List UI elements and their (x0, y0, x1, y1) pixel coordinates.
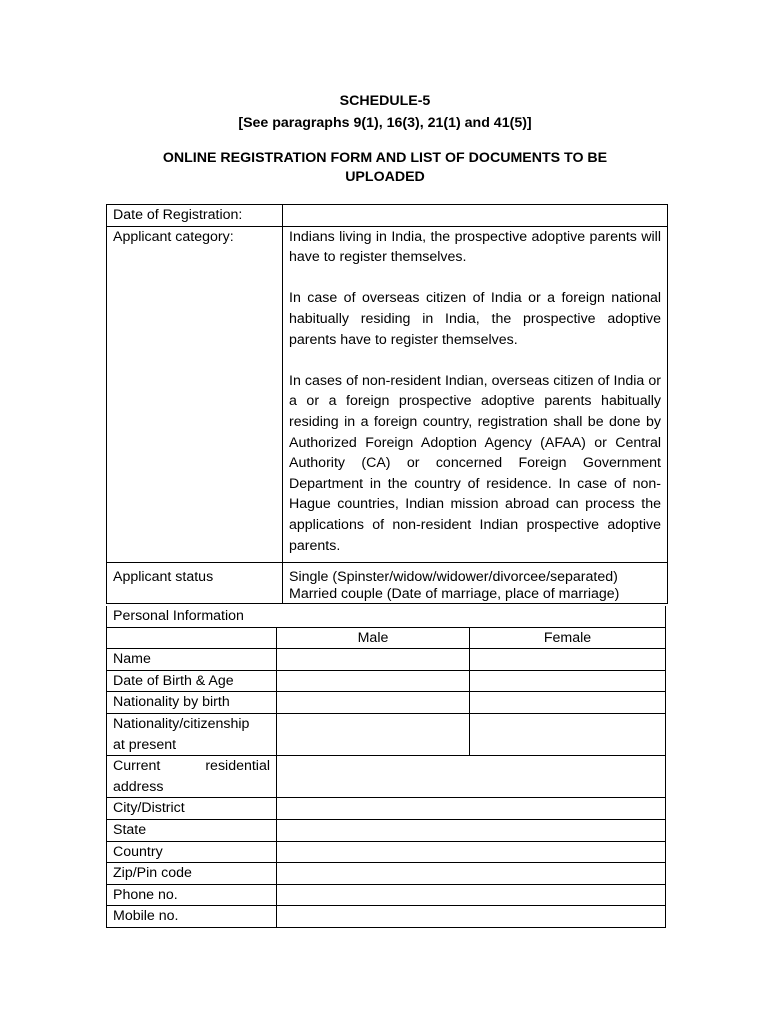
female-nationality-birth-field[interactable] (470, 692, 666, 714)
section-title-row (107, 606, 666, 627)
column-header-row (107, 627, 666, 649)
name-row (107, 649, 666, 671)
address-label-line2: address (113, 778, 164, 795)
address-field[interactable] (277, 756, 666, 798)
date-of-registration-row (107, 205, 668, 227)
applicant-category-row (107, 226, 668, 563)
dob-age-label: Date of Birth & Age (107, 670, 277, 692)
zip-pin-field[interactable] (277, 863, 666, 885)
category-para-oci-foreign: In case of overseas citizen of India or a foreign national habitually residing in India, the prospective adoptive parents have to register themselves. (289, 290, 661, 348)
blank-header-cell (107, 627, 277, 649)
address-label-word2: residential (205, 758, 270, 775)
applicant-category-label: Applicant category: (107, 226, 283, 563)
applicant-status-row (107, 563, 668, 604)
dob-age-row (107, 670, 666, 692)
nationality-present-line1: Nationality/citizenship (113, 715, 250, 732)
mobile-field[interactable] (277, 906, 666, 928)
date-of-registration-label: Date of Registration: (107, 205, 283, 227)
applicant-category-cell (283, 226, 668, 563)
phone-row (107, 884, 666, 906)
nationality-birth-label: Nationality by birth (107, 692, 277, 714)
mobile-row (107, 906, 666, 928)
city-district-field[interactable] (277, 798, 666, 820)
female-dob-age-field[interactable] (470, 670, 666, 692)
male-nationality-birth-field[interactable] (277, 692, 470, 714)
nationality-present-line2: at present (113, 736, 177, 753)
personal-information-table (106, 606, 666, 928)
male-nationality-present-field[interactable] (277, 713, 470, 755)
male-dob-age-field[interactable] (277, 670, 470, 692)
zip-pin-row (107, 863, 666, 885)
status-option-married: Married couple (Date of marriage, place of marriage) (289, 586, 620, 603)
category-para-nri: In cases of non-resident Indian, overseas citizen of India or a or a foreign prospective adoptive parents habitually residing in a foreign country, registration shall be done by Authorized Foreign Adoption Agency (AFAA) or Central Authority (CA) or concerned Foreign Government Department in the country of residence. In case of non-Hague countries, Indian mission abroad can process the applications of non-resident Indian prospective adoptive parents. (289, 372, 661, 554)
female-name-field[interactable] (470, 649, 666, 671)
female-nationality-present-field[interactable] (470, 713, 666, 755)
male-name-field[interactable] (277, 649, 470, 671)
male-column-header: Male (277, 627, 470, 649)
city-district-label: City/District (107, 798, 277, 820)
status-option-single: Single (Spinster/widow/widower/divorcee/separated) (289, 569, 618, 586)
state-row (107, 819, 666, 841)
form-title-line1: ONLINE REGISTRATION FORM AND LIST OF DOCUMENTS TO BE (162, 150, 608, 166)
address-row (107, 756, 666, 798)
country-field[interactable] (277, 841, 666, 863)
paragraph-reference: [See paragraphs 9(1), 16(3), 21(1) and 41(5)] (238, 115, 532, 131)
state-label: State (107, 819, 277, 841)
female-column-header: Female (470, 627, 666, 649)
applicant-status-label: Applicant status (107, 563, 283, 604)
phone-field[interactable] (277, 884, 666, 906)
city-district-row (107, 798, 666, 820)
applicant-status-options[interactable] (283, 563, 668, 604)
zip-pin-label: Zip/Pin code (107, 863, 277, 885)
nationality-birth-row (107, 692, 666, 714)
personal-information-heading: Personal Information (107, 606, 666, 627)
country-label: Country (107, 841, 277, 863)
name-label: Name (107, 649, 277, 671)
form-title-line2: UPLOADED (345, 169, 425, 185)
nationality-present-label (107, 713, 277, 755)
phone-label: Phone no. (107, 884, 277, 906)
country-row (107, 841, 666, 863)
mobile-label: Mobile no. (107, 906, 277, 928)
category-para-residents: Indians living in India, the prospective adoptive parents will have to register themselves. (289, 228, 661, 266)
registration-table (106, 204, 668, 604)
state-field[interactable] (277, 819, 666, 841)
address-label-word1: Current (113, 758, 161, 775)
address-label (107, 756, 277, 798)
date-of-registration-field[interactable] (283, 205, 668, 227)
schedule-heading: SCHEDULE-5 (339, 93, 431, 109)
nationality-present-row (107, 713, 666, 755)
